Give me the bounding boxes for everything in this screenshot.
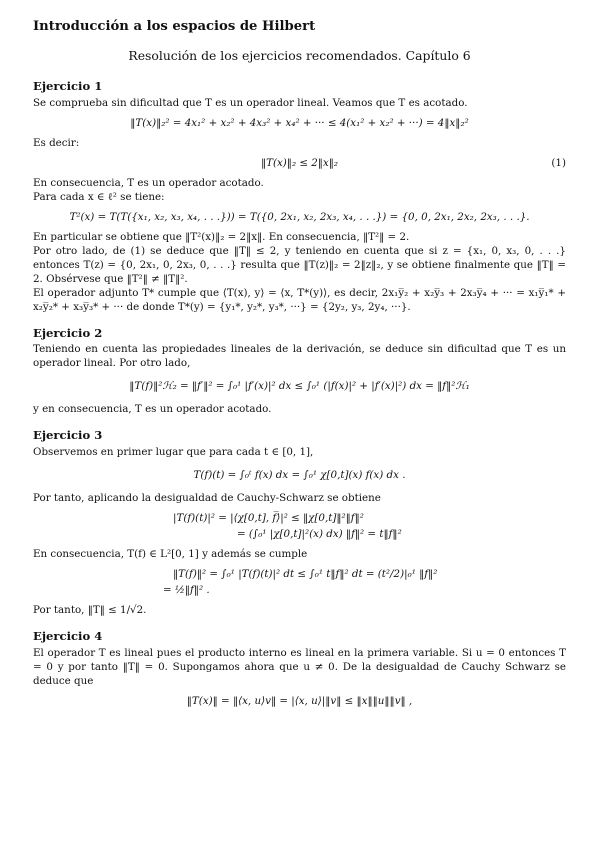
paragraph: Por otro lado, de (1) se deduce que ‖T‖ ≤ 2, y teniendo en cuenta que si z = {x₁, 0, x₃, 0, . . .} entonces T(z) = {0, 2x₁, 0, 2x₃, 0, . . .} resulta que ‖T(z)‖₂ = 2‖z‖₂, y se obtiene finalmente que ‖T‖ = 2. Obsérvese que ‖T²‖ ≠ ‖T‖². <box>33 244 566 285</box>
exercise-heading: Ejercicio 2 <box>33 325 103 340</box>
equation-number: (1) <box>551 156 566 169</box>
paragraph: En particular se obtiene que ‖T²(x)‖₂ = 2‖x‖. En consecuencia, ‖T²‖ = 2. <box>33 230 410 243</box>
paragraph: Por tanto, ‖T‖ ≤ 1/√2. <box>33 604 147 617</box>
equation: T(f)(t) = ∫₀ᵗ f(x) dx = ∫₀¹ χ[0,t](x) f(x) dx . <box>193 469 406 482</box>
paragraph: Es decir: <box>33 136 80 149</box>
equation: ‖T(x)‖₂² = 4x₁² + x₂² + 4x₃² + x₄² + ··· ≤ 4(x₁² + x₂² + ···) = 4‖x‖₂² <box>130 116 469 129</box>
document-subtitle: Resolución de los ejercicios recomendados. Capítulo 6 <box>128 47 471 63</box>
document-title: Introducción a los espacios de Hilbert <box>33 19 316 34</box>
equation-line: ‖T(f)‖² = ∫₀¹ |T(f)(t)|² dt ≤ ∫₀¹ t‖f‖² dt = (t²/2)|₀¹ ‖f‖² <box>173 568 438 581</box>
equation: ‖T(x)‖ = ‖⟨x, u⟩v‖ = |⟨x, u⟩|‖v‖ ≤ ‖x‖‖u‖‖v‖ , <box>186 694 413 707</box>
exercise-1 <box>33 79 566 314</box>
paragraph: Por tanto, aplicando la desigualdad de Cauchy-Schwarz se obtiene <box>33 492 381 505</box>
equation: ‖T(f)‖²ℋ₂ = ‖f′‖² = ∫₀¹ |f′(x)|² dx ≤ ∫₀¹ (|f(x)|² + |f′(x)|²) dx = ‖f‖²ℋ₁ <box>129 380 470 393</box>
equation-array <box>163 567 566 597</box>
numbered-equation <box>33 156 566 170</box>
paragraph: Teniendo en cuenta las propiedades lineales de la derivación, se deduce sin dificultad que T es un operador lineal. Por otro lado, <box>33 343 566 370</box>
paragraph: Para cada x ∈ ℓ² se tiene: <box>33 190 165 203</box>
exercise-4 <box>33 629 566 708</box>
exercise-2 <box>33 326 566 417</box>
equation-line: = (∫₀¹ |χ[0,t]|²(x) dx) ‖f‖² = t‖f‖² <box>237 528 402 541</box>
paragraph: El operador adjunto T* cumple que ⟨T(x), y⟩ = ⟨x, T*(y)⟩, es decir, 2x₁y̅₂ + x₂y̅₃ + 2x₃y̅₄ + ··· = x₁y̅₁* + x₂y̅₂* + x₃y̅₃* + ··· de donde T*(y) = {y₁*, y₂*, y₃*, ···} = {2y₂, y₃, 2y₄, ···}. <box>33 286 566 313</box>
exercise-3 <box>33 428 566 617</box>
document-page <box>33 18 566 714</box>
paragraph: Se comprueba sin dificultad que T es un operador lineal. Veamos que T es acotado. <box>33 96 468 109</box>
paragraph: El operador T es lineal pues el producto interno es lineal en la primera variable. Si u = 0 entonces T = 0 y por tanto ‖T‖ = 0. Supongamos ahora que u ≠ 0. De la desigualdad de Cauchy Schwarz se deduce que <box>33 646 566 687</box>
paragraph: Observemos en primer lugar que para cada t ∈ [0, 1], <box>33 446 314 459</box>
equation-line: |T(f)(t)|² = |⟨χ[0,t], f̅⟩|² ≤ ‖χ[0,t]‖²‖f‖² <box>173 512 364 525</box>
paragraph: En consecuencia, T es un operador acotado. <box>33 176 264 189</box>
exercise-heading: Ejercicio 3 <box>33 428 103 443</box>
equation: ‖T(x)‖₂ ≤ 2‖x‖₂ <box>260 156 339 169</box>
equation-line: = ½‖f‖² . <box>163 584 210 597</box>
paragraph: y en consecuencia, T es un operador acotado. <box>33 403 272 416</box>
paragraph: En consecuencia, T(f) ∈ L²[0, 1] y además se cumple <box>33 548 308 561</box>
exercise-heading: Ejercicio 4 <box>33 629 103 644</box>
equation-array <box>173 511 566 541</box>
exercise-heading: Ejercicio 1 <box>33 78 103 93</box>
equation: T²(x) = T(T({x₁, x₂, x₃, x₄, . . .})) = T({0, 2x₁, x₂, 2x₃, x₄, . . .}) = {0, 0, 2x₁, 2x₂, 2x₃, . . .}. <box>69 210 530 223</box>
